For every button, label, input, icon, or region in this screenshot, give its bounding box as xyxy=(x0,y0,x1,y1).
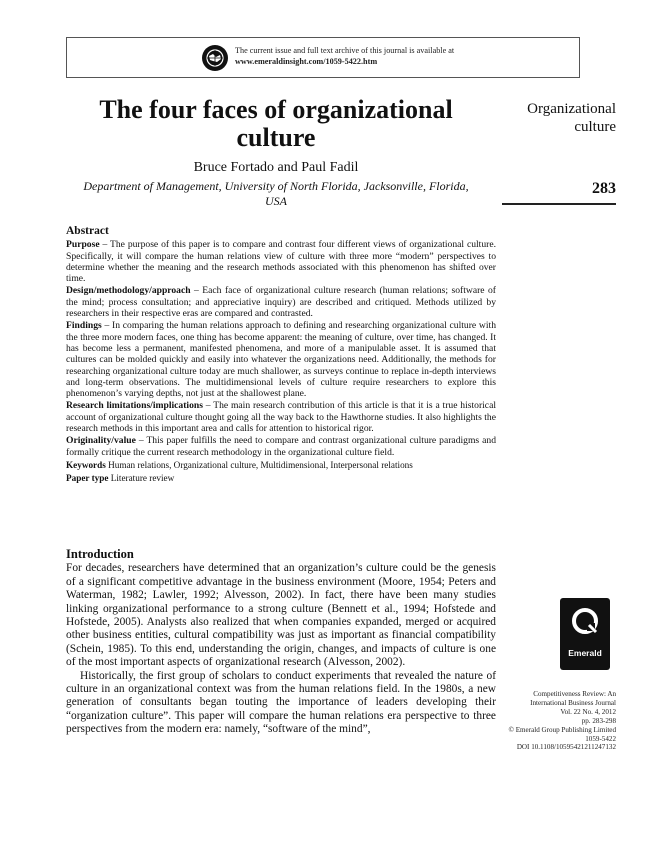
page-number: 283 xyxy=(592,180,616,197)
abstract-paper-type: Paper type Literature review xyxy=(66,473,175,484)
journal-archive-notice xyxy=(66,37,580,78)
abstract-design: Design/methodology/approach – Each face of organizational culture research (human relations; software of the mind; process consultation; and appreciative inquiry) are described and critiqued. Methods utilized by researchers in their respective eras are compared and contrasted. xyxy=(66,285,496,320)
article-authors: Bruce Fortado and Paul Fadil xyxy=(193,160,359,175)
abstract-limitations: Research limitations/implications – The main research contribution of this article is that it is a true historical account of organizational culture thought going all the way back to the Hawthorne studies. It also highlights the research methods in this important area and calls for attention to historical rigor. xyxy=(66,400,496,435)
introduction-heading: Introduction xyxy=(66,547,134,561)
emerald-logo-label: Emerald xyxy=(568,648,602,658)
introduction-paragraph-2: Historically, the first group of scholars to conduct experiments that revealed the nature of culture in an organizational context was from the human relations field. In the 1980s, a new generation of consultants began touting the importance of leaders developing their “organization culture”. This paper will compare the human relations era perspective to three perspectives from the modern era: namely, “software of the mind”, xyxy=(66,669,496,736)
archive-url-link[interactable]: www.emeraldinsight.com/1059-5422.htm xyxy=(235,57,378,66)
introduction-section xyxy=(66,548,496,737)
author-affiliation: Department of Management, University of North Florida, Jacksonville, Florida, USA xyxy=(83,179,469,208)
page-range: pp. 283-298 xyxy=(581,716,616,725)
page-number-rule xyxy=(502,203,616,205)
copyright: © Emerald Group Publishing Limited xyxy=(508,725,616,734)
abstract-originality: Originality/value – This paper fulfills the need to compare and contrast organizational culture paradigms and formally critique the current research methodology in the organizational culture field. xyxy=(66,435,496,458)
issn: 1059-5422 xyxy=(585,734,616,743)
archive-notice-text xyxy=(235,45,454,67)
abstract-keywords: Keywords Human relations, Organizational culture, Multidimensional, Interpersonal relations xyxy=(66,459,413,470)
archive-notice-line1: The current issue and full text archive of this journal is available at xyxy=(235,46,455,55)
introduction-paragraph-1: For decades, researchers have determined that an organization’s culture could be the genesis of a significant competitive advantage in the business environment (Moore, 1954; Peters and Waterman, 1982; Lawler, 1992; Alvesson, 2002). In fact, there have been many studies linking organizational performance to a strong culture (Bennett et al., 1994; Hofstede and Hofstede, 2005). Analysts also realized that when companies expanded, merged or acquired other business entities, cultural compatibility was just as important as financial compatibility (Schein, 1985). To this end, understanding the origin, changes, and impacts of culture is one of the most important aspects of organizational research (Alvesson, 2002). xyxy=(66,562,496,669)
doi: DOI 10.1108/10595421211247132 xyxy=(516,743,616,752)
emerald-globe-icon xyxy=(202,45,228,71)
abstract-section xyxy=(66,226,496,486)
emerald-publisher-logo xyxy=(560,598,610,670)
abstract-heading: Abstract xyxy=(66,225,109,237)
emerald-ring-icon xyxy=(571,607,599,635)
article-title: The four faces of organizational culture xyxy=(99,95,453,152)
abstract-purpose: Purpose – The purpose of this paper is to compare and contrast four different views of organizational culture. Specifically, it will compare the human relations view of culture with three more “modern” perspectives to determine whether the meaning and the research methods associated with this phenomenon has shifted over time. xyxy=(66,239,496,285)
journal-volume: Vol. 22 No. 4, 2012 xyxy=(560,707,616,716)
running-head: Organizational culture xyxy=(527,101,616,135)
publication-metadata xyxy=(500,690,616,752)
abstract-findings: Findings – In comparing the human relations approach to defining and researching organizational culture with the three more modern faces, one thing has become apparent: the meaning of culture, over time, has changed. It has become less a permanent, manifested phenomena, and more of a manipulable asset. It is assumed that cultures can be molded quickly and easily into whatever the organizations need. Additionally, the methods for researching organizational culture today are much shallower, as surveys continue to replace in-depth interviews and long-term observations. The multidimensional levels of culture require researchers to explore this phenomenon’s varying depths, not just at the shallowest plane. xyxy=(66,320,496,400)
journal-name: Competitiveness Review: An International Business Journal xyxy=(530,690,616,707)
